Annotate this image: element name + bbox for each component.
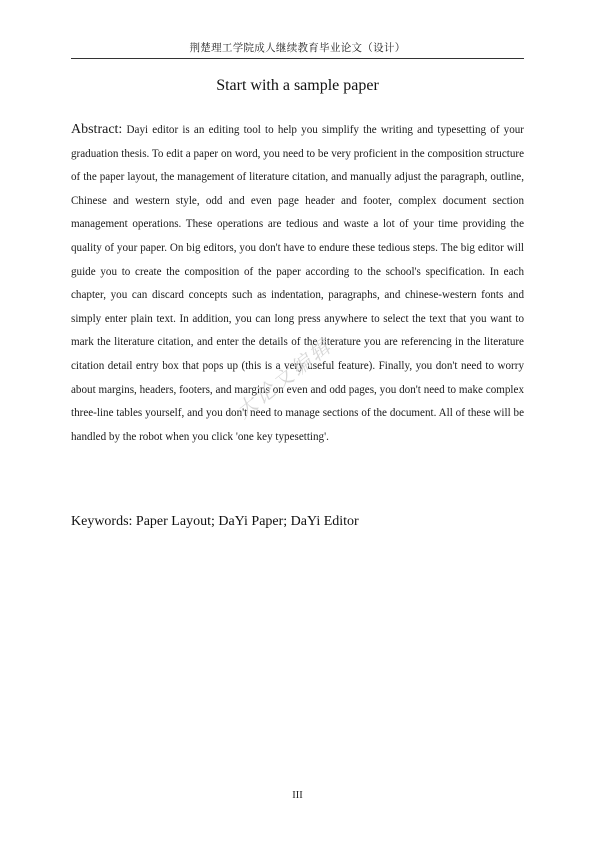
paper-title: Start with a sample paper — [216, 77, 379, 94]
page-number: III — [292, 790, 303, 801]
keywords-line: Keywords: Paper Layout; DaYi Paper; DaYi Editor — [71, 514, 359, 529]
header-rule — [71, 58, 524, 59]
abstract-text: Dayi editor is an editing tool to help you simplify the writing and typesetting of your graduation thesis. To edit a paper on word, you need to be very proficient in the composition structure of the paper layout, the management of literature citation, and manually adjust the paragraph, outline, Chinese and western style, odd and even page header and footer, complex document section management operations. These operations are tedious and waste a lot of your time providing the quality of your paper. On big editors, you don't have to endure these tedious steps. The big editor will guide you to create the composition of the paper according to the school's specification. In each chapter, you can discard concepts such as indentation, paragraphs, and chinese-western fonts and simply enter plain text. In addition, you can long press anywhere to select the text that you want to mark the literature citation, and enter the details of the literature you are referencing in the literature citation detail entry box that pops up (this is a very useful feature). Finally, you don't need to worry about margins, headers, footers, and margins on even and odd pages, you don't need to make complex three-line tables yourself, and you don't need to manage sections of the document. All of these will be handled by the robot when you click 'one key typesetting'. — [71, 124, 524, 443]
abstract-paragraph — [71, 118, 524, 449]
watermark: 大论文编辑 — [232, 335, 337, 424]
abstract-label: Abstract: — [71, 122, 123, 137]
running-header: 荆楚理工学院成人继续教育毕业论文（设计） — [189, 43, 406, 54]
